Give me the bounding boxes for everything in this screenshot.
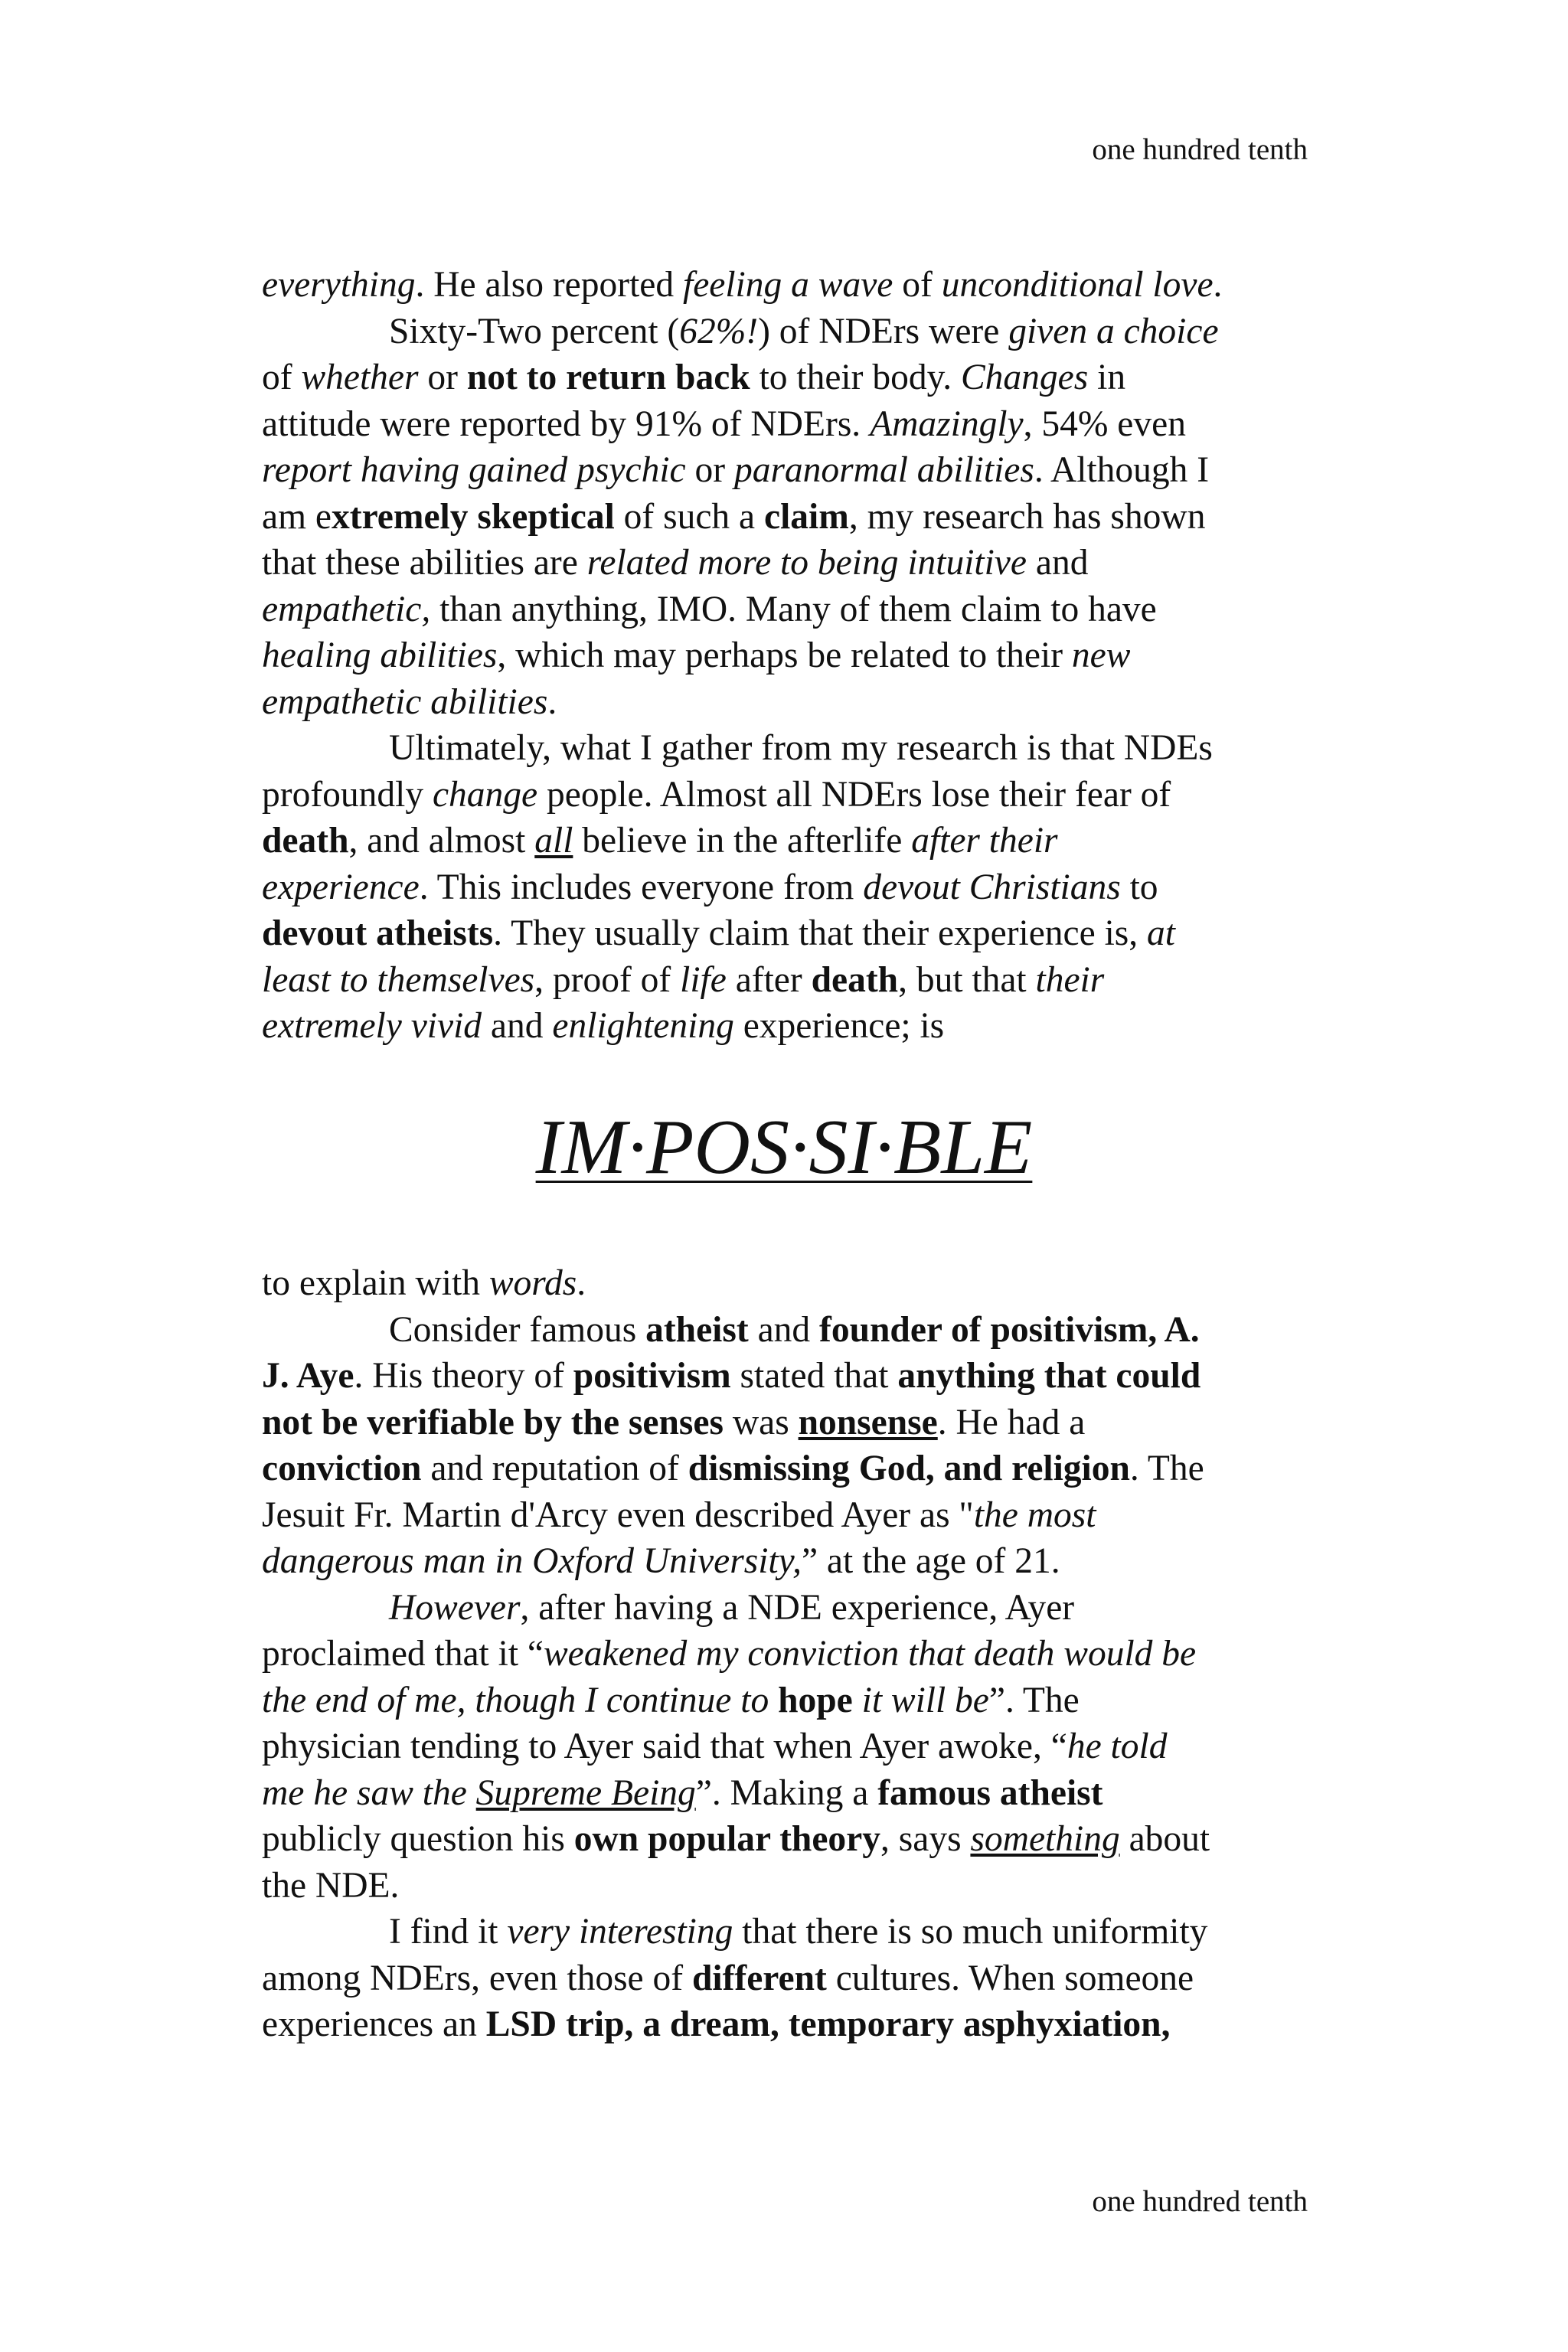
text-run: ”. The — [988, 1680, 1080, 1720]
strong: claim — [764, 496, 849, 537]
text-line — [262, 586, 1334, 633]
emphasis: Changes — [961, 358, 1089, 397]
text-run: the NDE. — [262, 1865, 400, 1906]
text-run: or — [418, 358, 467, 397]
emphasis: empathetic, — [262, 589, 431, 629]
text-run: about — [1119, 1819, 1210, 1859]
text-run: . — [1213, 265, 1223, 305]
text-run: ) of NDErs were — [758, 311, 1009, 351]
text-run: . — [547, 681, 557, 722]
text-line — [262, 910, 1334, 957]
text-run: , but that — [898, 959, 1036, 1000]
text-line — [262, 354, 1334, 401]
text-run: and reputation of — [421, 1449, 688, 1488]
emphasis: he told — [1067, 1726, 1168, 1766]
text-run: . His theory of — [354, 1356, 573, 1396]
text-run: I find it — [389, 1912, 508, 1952]
text-run: attitude were reported by 91% of NDErs. — [262, 403, 871, 444]
strong: dismissing God, and religion — [688, 1449, 1130, 1488]
strong: famous atheist — [877, 1772, 1103, 1813]
text-line — [262, 1955, 1334, 2002]
emphasis: their — [1035, 959, 1105, 1000]
emphasis: devout Christians — [863, 867, 1121, 907]
body-text-block — [262, 262, 1334, 1050]
strong: anything that could — [897, 1356, 1201, 1396]
text-line — [262, 1003, 1334, 1050]
text-run: ”. Making a — [695, 1772, 878, 1813]
text-line — [262, 494, 1334, 541]
emphasis — [970, 1819, 1119, 1859]
underlined-text: nonsense — [798, 1402, 938, 1442]
text-run: physician tending to Ayer said that when Ayer awoke, “ — [262, 1726, 1067, 1766]
emphasis: very interesting — [507, 1912, 733, 1952]
text-run: than anything, IMO. Many of them claim to have — [430, 589, 1157, 629]
text-run: , my research has shown — [848, 496, 1206, 537]
text-run: . He also reported — [415, 265, 683, 305]
emphasis: empathetic abilities — [262, 681, 548, 722]
emphasis: life — [680, 959, 727, 1000]
text-run: experiences an — [262, 2004, 486, 2044]
emphasis: paranormal abilities — [733, 450, 1034, 490]
body-text-block — [262, 1260, 1334, 2048]
emphasis — [476, 1773, 696, 1813]
text-run: proclaimed that it “ — [262, 1634, 544, 1674]
text-line — [262, 1863, 1334, 1909]
paragraph-start-line — [262, 1307, 1334, 1354]
emphasis: report having gained psychic — [262, 450, 686, 490]
paragraph-start-line — [262, 725, 1334, 772]
impossible-display-word: IM·POS·SI·BLE — [535, 1104, 1033, 1191]
emphasis — [534, 821, 573, 861]
strong: death — [811, 959, 899, 1000]
strong: not to return back — [466, 358, 750, 397]
strong: conviction — [262, 1449, 422, 1488]
text-line — [262, 1770, 1334, 1817]
text-run: , and almost — [348, 821, 535, 861]
text-run: Consider famous — [389, 1309, 646, 1350]
strong: not be verifiable by the senses — [262, 1402, 724, 1442]
emphasis: whether — [301, 358, 419, 397]
text-line — [262, 772, 1334, 818]
text-run: cultures. When someone — [826, 1958, 1194, 1998]
text-run: , says — [880, 1819, 971, 1859]
text-run: . — [577, 1263, 586, 1303]
text-run: . They usually claim that their experience is, — [493, 913, 1148, 953]
text-run: or — [685, 450, 734, 490]
text-run: to explain with — [262, 1263, 489, 1303]
emphasis: Amazingly — [870, 403, 1024, 444]
text-run: , proof of — [534, 959, 681, 1000]
strong: J. Aye — [262, 1356, 354, 1396]
text-run: to — [1120, 867, 1158, 907]
text-line — [262, 1816, 1334, 1863]
text-run: people. Almost all NDErs lose their fear of — [537, 774, 1171, 815]
text-line — [262, 1723, 1334, 1770]
strong: hope — [778, 1680, 853, 1720]
text-line — [262, 2001, 1334, 2048]
text-line — [262, 262, 1334, 309]
text-run: Jesuit Fr. Martin d'Arcy even described Ayer as " — [262, 1494, 974, 1535]
strong: atheist — [645, 1309, 749, 1350]
text-run: profoundly — [262, 774, 433, 815]
text-run: . He had a — [937, 1402, 1086, 1442]
emphasis: healing abilities — [262, 635, 498, 675]
text-run: , after having a NDE experience, Ayer — [520, 1587, 1075, 1628]
text-run: . The — [1129, 1449, 1204, 1488]
text-run: to their body. — [750, 358, 961, 397]
paragraph-start-line — [262, 309, 1334, 355]
text-run: am e — [262, 496, 332, 537]
text-line — [262, 1400, 1334, 1446]
text-line — [262, 632, 1334, 679]
emphasis: me he saw the — [262, 1772, 476, 1813]
text-line — [262, 1677, 1334, 1724]
text-run: in — [1088, 358, 1126, 397]
text-line — [262, 864, 1334, 911]
text-line — [262, 1446, 1334, 1492]
emphasis: related more to being intuitive — [586, 543, 1027, 583]
strong: different — [691, 1958, 827, 1998]
emphasis: the most — [973, 1494, 1096, 1535]
text-run: was — [723, 1402, 799, 1442]
text-run: of — [893, 265, 942, 305]
emphasis: unconditional love — [941, 265, 1214, 305]
text-run: believe in the afterlife — [573, 821, 912, 861]
text-run: Sixty-Two percent ( — [389, 311, 680, 351]
text-run: stated that — [730, 1356, 898, 1396]
emphasis: feeling a wave — [683, 265, 893, 305]
emphasis: at — [1147, 913, 1175, 953]
text-run: that there is so much uniformity — [733, 1912, 1208, 1952]
strong: LSD trip, a dream, temporary asphyxiation, — [485, 2004, 1171, 2044]
emphasis: least to themselves — [262, 959, 535, 1000]
text-line — [262, 1353, 1334, 1400]
text-run: of — [262, 358, 302, 397]
paragraph-start-line — [262, 1585, 1334, 1632]
strong: own popular theory — [573, 1819, 880, 1859]
emphasis: dangerous man in Oxford University, — [262, 1541, 802, 1581]
text-run: Ultimately, what I gather from my research is that NDEs — [389, 728, 1213, 768]
strong — [799, 1403, 938, 1442]
running-footer-bottom: one hundred tenth — [1092, 2185, 1308, 2218]
text-line — [262, 957, 1334, 1004]
emphasis: However — [389, 1587, 521, 1628]
text-line — [262, 679, 1334, 726]
text-line — [262, 401, 1334, 448]
text-run: after — [726, 959, 812, 1000]
emphasis: enlightening — [552, 1006, 734, 1046]
text-run: , 54% even — [1023, 403, 1186, 444]
emphasis: words — [488, 1263, 577, 1303]
text-run: and — [482, 1006, 553, 1046]
text-line — [262, 1260, 1334, 1307]
text-line — [262, 818, 1334, 864]
emphasis: extremely vivid — [262, 1006, 482, 1046]
underlined-text: Supreme Being — [475, 1772, 696, 1813]
strong: xtremely skeptical — [332, 496, 615, 537]
emphasis: 62%! — [679, 311, 759, 351]
emphasis: after their — [911, 821, 1058, 861]
text-line — [262, 1538, 1334, 1585]
text-line — [262, 1631, 1334, 1677]
running-head-top: one hundred tenth — [1092, 133, 1308, 166]
text-run: , which may perhaps be related to their — [497, 635, 1072, 675]
text-run: among NDErs, even those of — [262, 1958, 692, 1998]
text-run: of such a — [614, 496, 765, 537]
emphasis: change — [432, 774, 538, 815]
text-run: and — [1026, 543, 1089, 583]
text-run: ” at the age of 21. — [801, 1541, 1060, 1581]
underlined-text: all — [534, 821, 573, 861]
strong: founder of positivism, A. — [819, 1309, 1200, 1350]
emphasis: it will be — [852, 1680, 989, 1720]
emphasis: experience — [262, 867, 420, 907]
emphasis: weakened my conviction that death would be — [544, 1634, 1197, 1674]
strong: death — [262, 821, 349, 861]
text-run: experience; is — [733, 1006, 945, 1046]
text-run: . Although I — [1034, 450, 1210, 490]
emphasis: the end of me, though I continue to — [262, 1680, 779, 1720]
paragraph-start-line — [262, 1909, 1334, 1955]
text-run: . This includes everyone from — [419, 867, 864, 907]
emphasis: given a choice — [1008, 311, 1219, 351]
underlined-text: something — [970, 1819, 1120, 1859]
text-line — [262, 447, 1334, 494]
emphasis: new — [1071, 635, 1131, 675]
emphasis: everything — [262, 265, 416, 305]
text-run: that these abilities are — [262, 543, 587, 583]
text-run: publicly question his — [262, 1819, 574, 1859]
strong: devout atheists — [262, 913, 494, 953]
text-run: and — [748, 1309, 820, 1350]
text-line — [262, 1492, 1334, 1539]
text-line — [262, 540, 1334, 586]
strong: positivism — [573, 1356, 731, 1396]
